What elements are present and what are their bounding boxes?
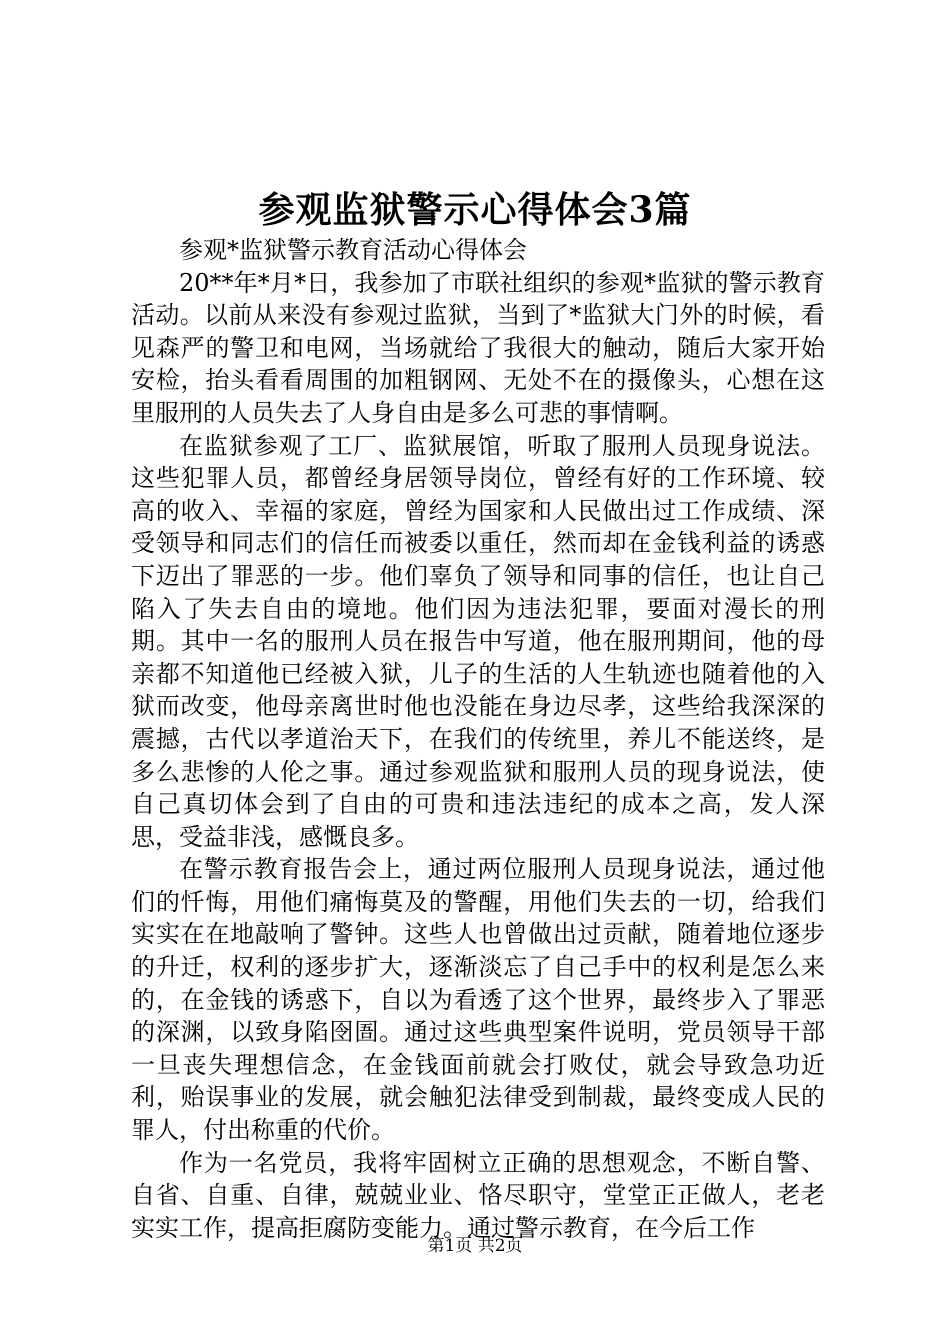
paragraph-2: 在监狱参观了工厂、监狱展馆，听取了服刑人员现身说法。这些犯罪人员，都曾经身居领导岗位，曾经有好的工作环境、较高的收入、幸福的家庭，曾经为国家和人民做出过工作成绩、深受领导和同志们的信任而被委以重任，然而却在金钱利益的诱惑下迈出了罪恶的一步。他们辜负了领导和同事的信任，也让自己陷入了失去自由的境地。他们因为违法犯罪，要面对漫长的刑期。其中一名的服刑人员在报告中写道，他在服刑期间，他的母亲都不知道他已经被入狱，儿子的生活的人生轨迹也随着他的入狱而改变，他母亲离世时他也没能在身边尽孝，这些给我深深的震撼，古代以孝道治天下，在我们的传统里，养儿不能送终，是多么悲惨的人伦之事。通过参观监狱和服刑人员的现身说法，使自己真切体会到了自由的可贵和违法违纪的成本之高，发人深思，受益非浅，感慨良多。: [131, 431, 825, 851]
document-body: [131, 234, 825, 1244]
document-subtitle: 参观*监狱警示教育活动心得体会: [179, 236, 527, 264]
page-number-footer: 第1页 共2页: [427, 1236, 523, 1256]
document-title: 参观监狱警示心得体会3篇: [258, 189, 692, 231]
paragraph-1: 20**年*月*日，我参加了市联社组织的参观*监狱的警示教育活动。以前从来没有参观过监狱，当到了*监狱大门外的时候，看见森严的警卫和电网，当场就给了我很大的触动，随后大家开始安检，抬头看看周围的加粗钢网、无处不在的摄像头，心想在这里服刑的人员失去了人身自由是多么可悲的事情啊。: [131, 268, 825, 427]
paragraph-4: 作为一名党员，我将牢固树立正确的思想观念，不断自警、自省、自重、自律，兢兢业业、恪尽职守，堂堂正正做人，老老实实工作，提高拒腐防变能力。通过警示教育，在今后工作: [131, 1148, 825, 1242]
paragraph-3: 在警示教育报告会上，通过两位服刑人员现身说法，通过他们的忏悔，用他们痛悔莫及的警醒，用他们失去的一切，给我们实实在在地敲响了警钟。这些人也曾做出过贡献，随着地位逐步的升迁，权利的逐步扩大，逐渐淡忘了自己手中的权利是怎么来的，在金钱的诱惑下，自以为看透了这个世界，最终步入了罪恶的深渊，以致身陷囹圄。通过这些典型案件说明，党员领导干部一旦丧失理想信念，在金钱面前就会打败仗，就会导致急功近利，贻误事业的发展，就会触犯法律受到制裁，最终变成人民的罪人，付出称重的代价。: [131, 855, 825, 1145]
